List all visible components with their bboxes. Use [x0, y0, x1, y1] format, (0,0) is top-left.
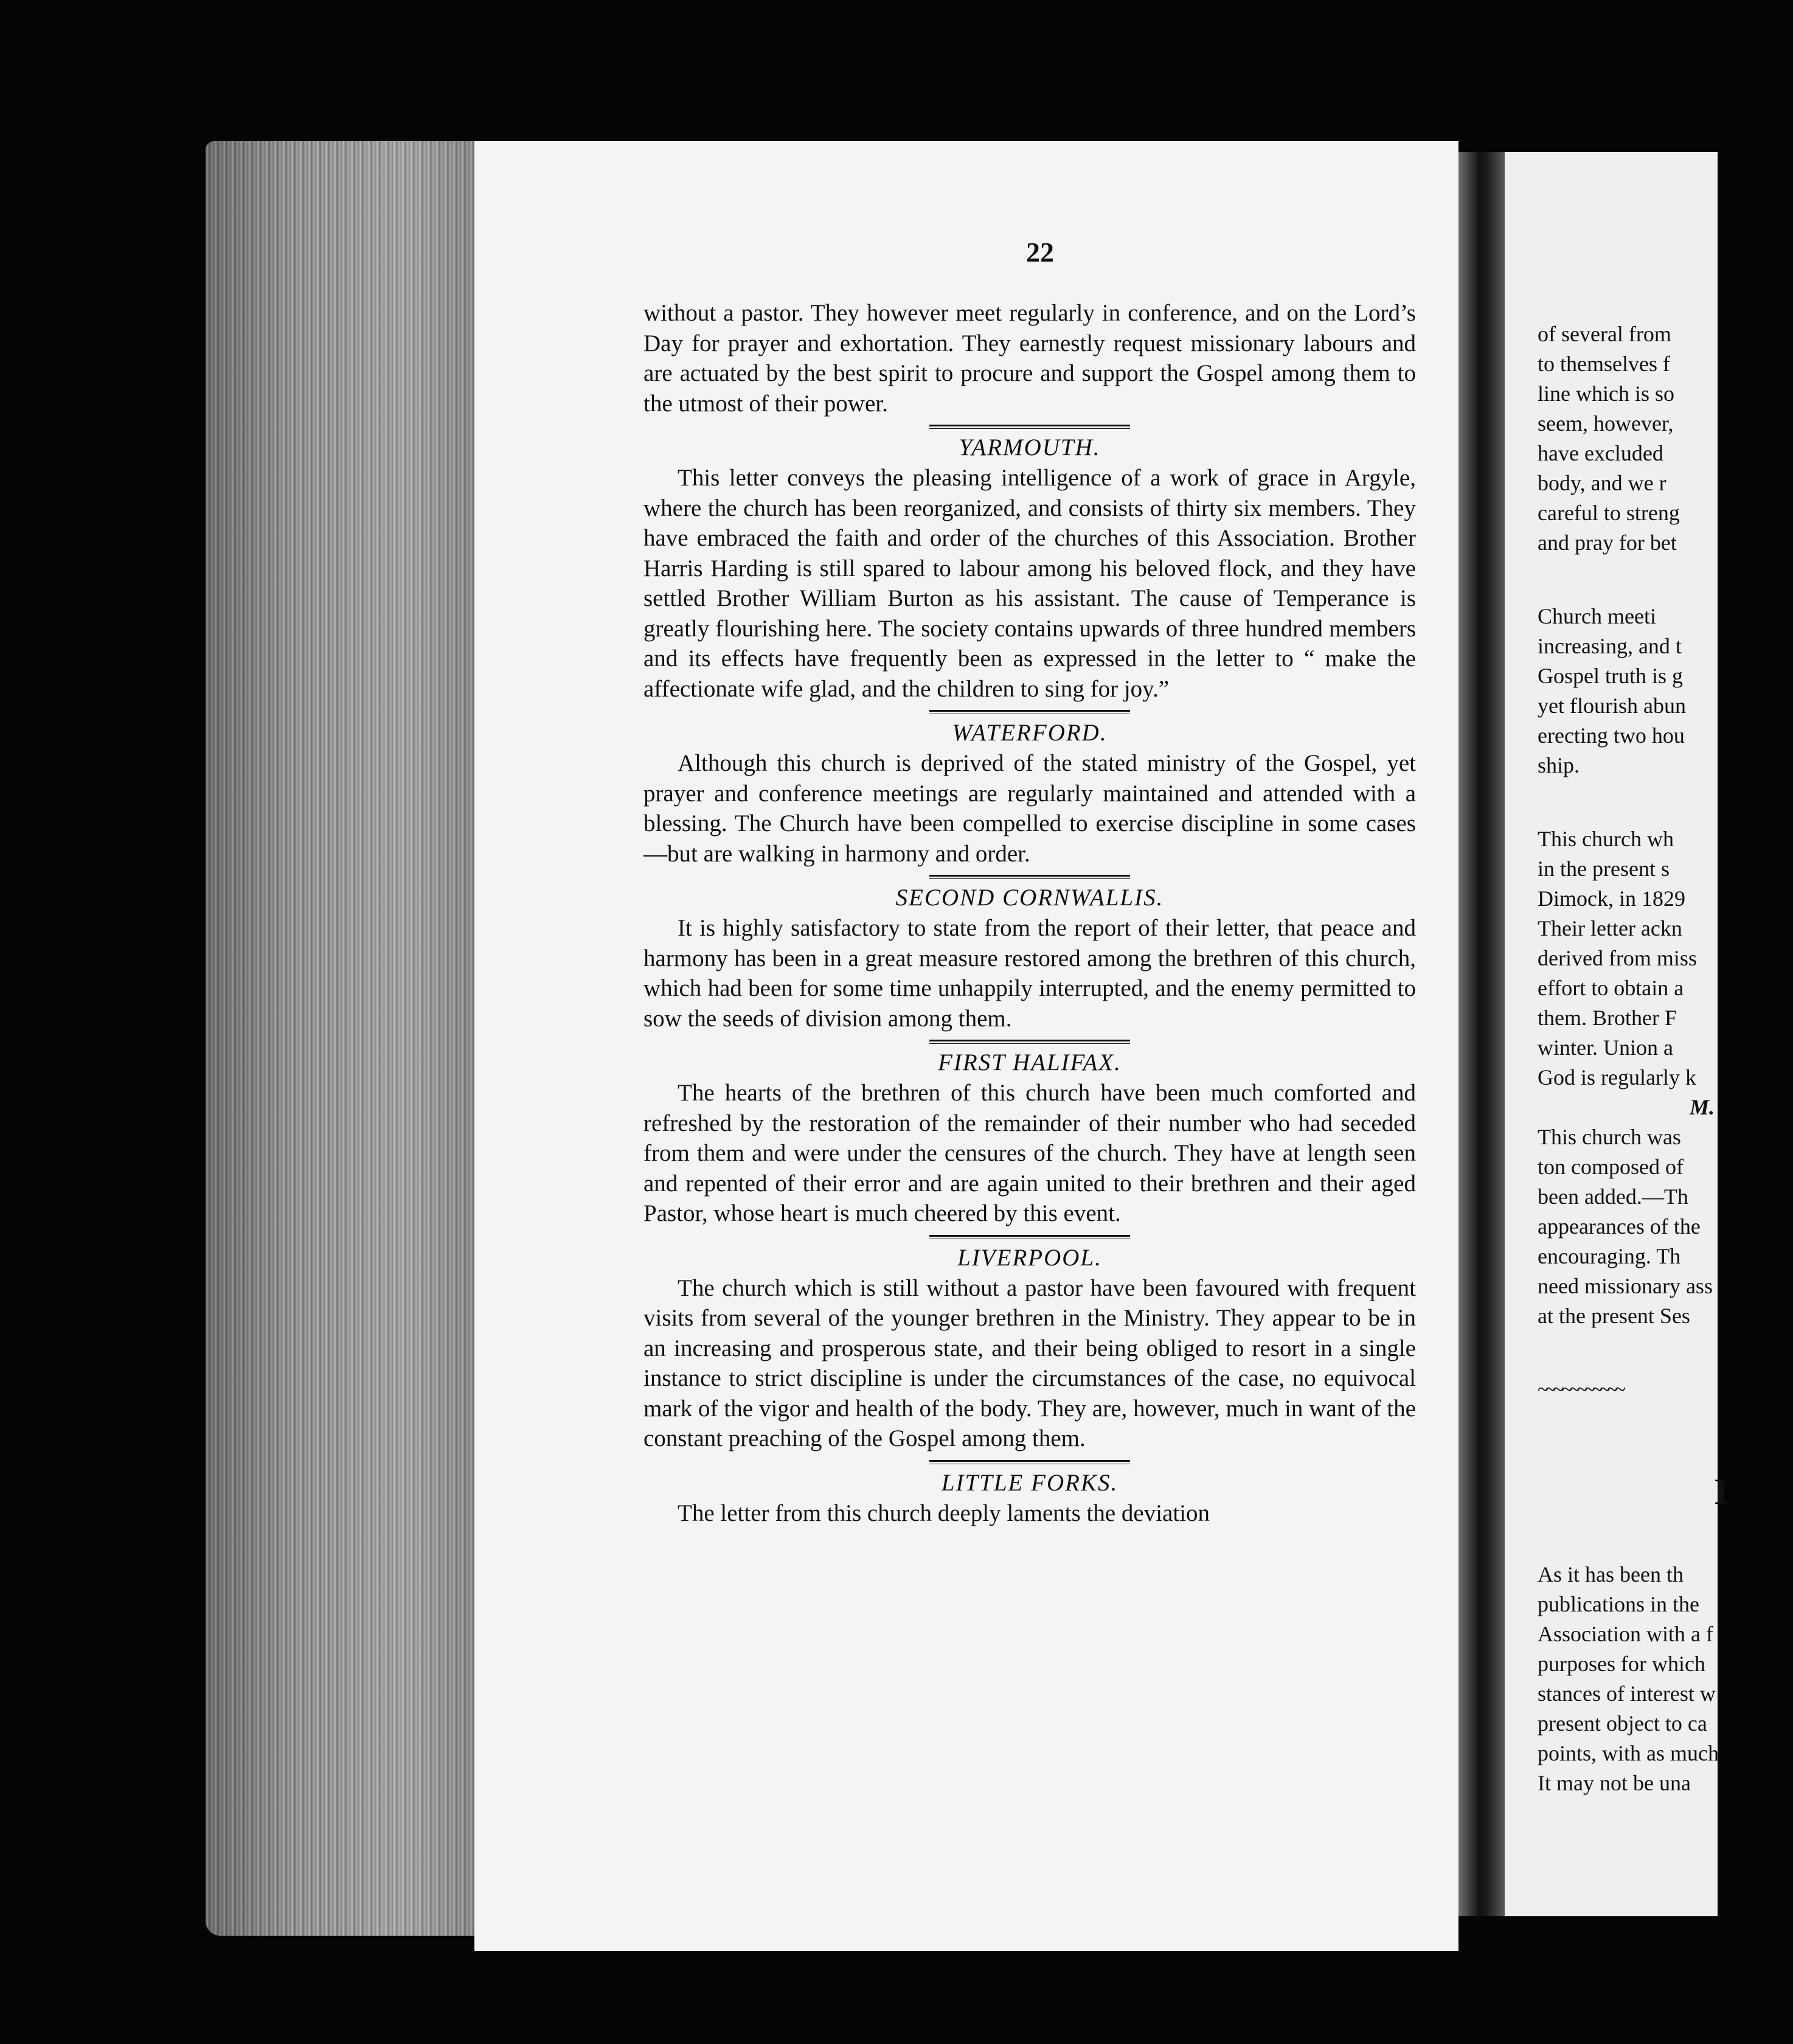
section-heading-little-forks: LITTLE FORKS.: [941, 1469, 1118, 1496]
right-line: God is regularly k: [1538, 1065, 1696, 1090]
right-line: careful to streng: [1538, 501, 1680, 525]
book-fore-edge-shading: [206, 141, 491, 1936]
opening-paragraph: without a pastor. They however meet regularly in conference, and on the Lord’s Day for prayer and exhortation. They earnestly request missionary labours and are actuated by the best spirit to procure and support the Gospel among them to the utmost of their power.: [643, 300, 1416, 417]
right-line: increasing, and t: [1538, 634, 1682, 658]
right-line: yet flourish abun: [1538, 693, 1686, 718]
right-line: This church wh: [1538, 827, 1674, 851]
right-line: winter. Union a: [1538, 1035, 1673, 1060]
right-line: points, with as much: [1538, 1741, 1719, 1765]
right-line: have excluded: [1538, 441, 1663, 465]
right-line: encouraging. Th: [1538, 1244, 1681, 1268]
right-line: of several from: [1538, 322, 1671, 346]
right-line: been added.—Th: [1538, 1184, 1688, 1209]
section-divider: [929, 1040, 1130, 1044]
section-heading-waterford: WATERFORD.: [952, 720, 1108, 746]
right-line: derived from miss: [1538, 946, 1697, 970]
right-line: Church meeti: [1538, 604, 1656, 628]
right-line: seem, however,: [1538, 411, 1674, 436]
right-line: appearances of the: [1538, 1214, 1701, 1239]
right-line: It may not be una: [1538, 1771, 1691, 1795]
right-line: line which is so: [1538, 381, 1674, 406]
section-divider: [929, 1460, 1130, 1464]
right-line: Gospel truth is g: [1538, 664, 1683, 688]
right-line: them. Brother F: [1538, 1006, 1677, 1030]
section-body-liverpool: The church which is still without a pastor have been favoured with frequent visits from several of the younger brethren in the Ministry. They appear to be in an increasing and prosperous state, and their being obliged to resort in a single instance to strict discipline is under the circumstances of the case, no equivocal mark of the vigor and health of the body. They are, however, much in want of the constant preaching of the Gospel among them.: [643, 1274, 1416, 1451]
section-body-first-halifax: The hearts of the brethren of this church have been much comforted and refreshed by the restoration of the remainder of their number who had seceded from them and were under the censures of the church. They have at length seen and repented of their error and are again united to their brethren and their aged Pastor, whose heart is much cheered by this event.: [643, 1080, 1416, 1226]
section-body-little-forks: The letter from this church deeply laments the deviation: [678, 1500, 1210, 1526]
right-line: at the present Ses: [1538, 1304, 1690, 1328]
right-line: stances of interest w: [1538, 1681, 1716, 1706]
right-line: publications in the: [1538, 1592, 1699, 1616]
section-heading-first-halifax: FIRST HALIFAX.: [938, 1049, 1122, 1076]
ornamental-rule: ~~~ ~~~~~~~~: [1538, 1378, 1622, 1401]
right-line: Dimock, in 1829: [1538, 886, 1685, 911]
section-heading-yarmouth: YARMOUTH.: [959, 434, 1101, 461]
right-line: present object to ca: [1538, 1711, 1707, 1736]
right-line: Their letter ackn: [1538, 916, 1682, 940]
right-line: and pray for bet: [1538, 530, 1677, 555]
right-line: ton composed of: [1538, 1155, 1684, 1179]
section-body-waterford: Although this church is deprived of the stated ministry of the Gospel, yet prayer and conference meetings are regularly maintained and attended with a blessing. The Church have been compelled to exercise discipline in some cases—but are walking in harmony and order.: [643, 750, 1416, 867]
right-line: to themselves f: [1538, 352, 1670, 376]
page-number: 22: [1026, 237, 1054, 268]
right-line: Association with a f: [1538, 1622, 1713, 1646]
right-big-heading-letter: I: [1714, 1472, 1729, 1512]
right-line: in the present s: [1538, 857, 1670, 881]
section-heading-liverpool: LIVERPOOL.: [957, 1244, 1102, 1271]
right-line: ship.: [1538, 753, 1580, 777]
right-section-heading: M.: [1690, 1095, 1715, 1119]
section-divider: [929, 425, 1130, 429]
section-divider: [929, 1235, 1130, 1239]
book-gutter: [1458, 152, 1505, 1916]
right-line: body, and we r: [1538, 471, 1666, 495]
section-divider: [929, 710, 1130, 714]
right-page-text-fragments: [1538, 319, 1793, 1798]
section-divider: [929, 875, 1130, 879]
right-line: need missionary ass: [1538, 1274, 1713, 1298]
left-page-text-column: [643, 298, 1416, 1528]
section-heading-second-cornwallis: SECOND CORNWALLIS.: [895, 885, 1164, 911]
right-line: As it has been th: [1538, 1562, 1684, 1587]
section-body-yarmouth: This letter conveys the pleasing intelligence of a work of grace in Argyle, where the church has been reorganized, and consists of thirty six members. They have embraced the faith and order of the churches of this Association. Brother Harris Harding is still spared to labour among his beloved flock, and they have settled Brother William Burton as his assistant. The cause of Temperance is greatly flourishing here. The society contains upwards of three hundred members and its effects have frequently been as expressed in the letter to “ make the affectionate wife glad, and the children to sing for joy.”: [643, 465, 1416, 702]
right-line: erecting two hou: [1538, 723, 1685, 748]
section-body-second-cornwallis: It is highly satisfactory to state from the report of their letter, that peace and harmony has been in a great measure restored among the brethren of this church, which had been for some time unhappily interrupted, and the enemy permitted to sow the seeds of division among them.: [643, 915, 1416, 1032]
right-line: This church was: [1538, 1125, 1681, 1149]
right-line: purposes for which: [1538, 1652, 1705, 1676]
right-line: effort to obtain a: [1538, 976, 1684, 1000]
